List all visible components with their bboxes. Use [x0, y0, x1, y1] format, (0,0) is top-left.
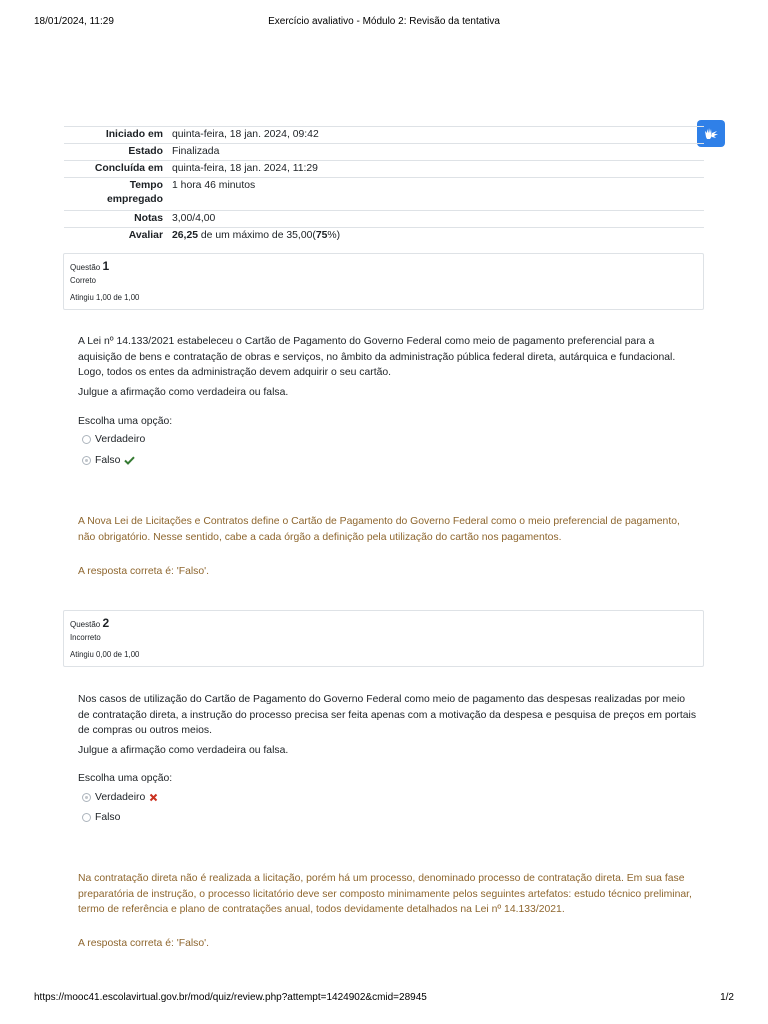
radio-button[interactable] [82, 813, 91, 822]
question-grade: Atingiu 0,00 de 1,00 [70, 650, 140, 659]
summary-row-state [64, 144, 704, 161]
question-grade: Atingiu 1,00 de 1,00 [70, 293, 140, 302]
sign-language-hands-icon [702, 125, 720, 143]
option-verdadeiro[interactable] [82, 432, 145, 446]
answer-prompt: Escolha uma opção: [78, 773, 173, 784]
print-page-number: 1/2 [720, 992, 734, 1003]
summary-value: Finalizada [170, 144, 704, 161]
summary-label: Estado [64, 144, 170, 161]
summary-value: 26,25 de um máximo de 35,00(75%) [170, 228, 704, 245]
right-answer-text: A resposta correta é: 'Falso'. [78, 566, 210, 577]
question-info-1 [63, 253, 704, 310]
question-instruction: Julgue a afirmação como verdadeira ou falsa. [78, 386, 289, 398]
summary-row-marks [64, 211, 704, 228]
feedback-text: Na contratação direta não é realizada a licitação, porém há um processo, denominado processo de contratação direta. Em sua fase preparatória de instrução, o processo licitatório deve ser composto minimamente pelos seguintes artefatos: estudo técnico preliminar, termo de referência e plano de contratações anual, todos devidamente detalhados na Lei nº 14.133/2021. [78, 873, 692, 915]
right-answer-1 [78, 564, 698, 580]
summary-value: 1 hora 46 minutos [170, 178, 704, 211]
summary-label: Avaliar [64, 228, 170, 245]
question-number: Questão 2 [70, 616, 110, 630]
feedback-text: A Nova Lei de Licitações e Contratos define o Cartão de Pagamento do Governo Federal como o meio preferencial de pagamento, não obrigatório. Nesse sentido, cabe a cada órgão a definição pela utilização do cartão nos pagamentos. [78, 516, 680, 543]
print-url: https://mooc41.escolavirtual.gov.br/mod/quiz/review.php?attempt=1424902&cmid=28945 [34, 992, 427, 1003]
right-answer-text: A resposta correta é: 'Falso'. [78, 938, 210, 949]
option-label: Verdadeiro [95, 433, 146, 445]
print-datetime: 18/01/2024, 11:29 [34, 16, 114, 27]
answer-prompt: Escolha uma opção: [78, 416, 173, 427]
question-state: Correto [70, 276, 96, 285]
option-label: Falso [95, 811, 121, 823]
summary-value: 3,00/4,00 [170, 211, 704, 228]
question-number: Questão 1 [70, 259, 110, 273]
summary-label: Iniciado em [64, 127, 170, 144]
right-answer-2 [78, 936, 698, 952]
summary-row-started [64, 127, 704, 144]
check-icon [124, 456, 135, 465]
cross-icon [149, 793, 158, 802]
option-falso[interactable] [82, 453, 135, 467]
attempt-summary-table [64, 126, 704, 244]
question-text-1 [78, 334, 698, 400]
option-verdadeiro[interactable] [82, 790, 158, 804]
print-header [34, 16, 734, 30]
summary-value: quinta-feira, 18 jan. 2024, 11:29 [170, 161, 704, 178]
radio-button-checked[interactable] [82, 456, 91, 465]
question-statement: Nos casos de utilização do Cartão de Pagamento do Governo Federal como meio de pagamento das despesas realizadas por meio de contratação direta, a instrução do processo precisa ser feita apenas com a motivação da despesa e pesquisa de preços em portais de compras ou outros meios. [78, 694, 697, 736]
summary-value: quinta-feira, 18 jan. 2024, 09:42 [170, 127, 704, 144]
question-state: Incorreto [70, 633, 101, 642]
summary-row-completed [64, 161, 704, 178]
option-falso[interactable] [82, 810, 120, 824]
print-footer [34, 992, 734, 1006]
question-statement: A Lei nº 14.133/2021 estabeleceu o Cartão de Pagamento do Governo Federal como meio de pagamento preferencial para a aquisição de bens e contratação de obras e serviços, no âmbito da administração pública federal direta, autárquica e fundacional. Logo, todos os entes da administração devem adquirir o seu cartão. [78, 336, 676, 378]
summary-label: Notas [64, 211, 170, 228]
summary-label: Concluída em [64, 161, 170, 178]
option-label: Verdadeiro [95, 791, 146, 803]
summary-label: Tempo empregado [64, 178, 170, 211]
question-instruction: Julgue a afirmação como verdadeira ou falsa. [78, 744, 289, 756]
general-feedback-1 [78, 514, 698, 545]
print-title: Exercício avaliativo - Módulo 2: Revisão da tentativa [268, 16, 500, 27]
radio-button[interactable] [82, 435, 91, 444]
summary-row-time [64, 178, 704, 211]
general-feedback-2 [78, 871, 698, 918]
question-text-2 [78, 692, 698, 758]
radio-button-checked[interactable] [82, 793, 91, 802]
option-label: Falso [95, 454, 121, 466]
summary-row-grade [64, 228, 704, 245]
question-info-2 [63, 610, 704, 667]
